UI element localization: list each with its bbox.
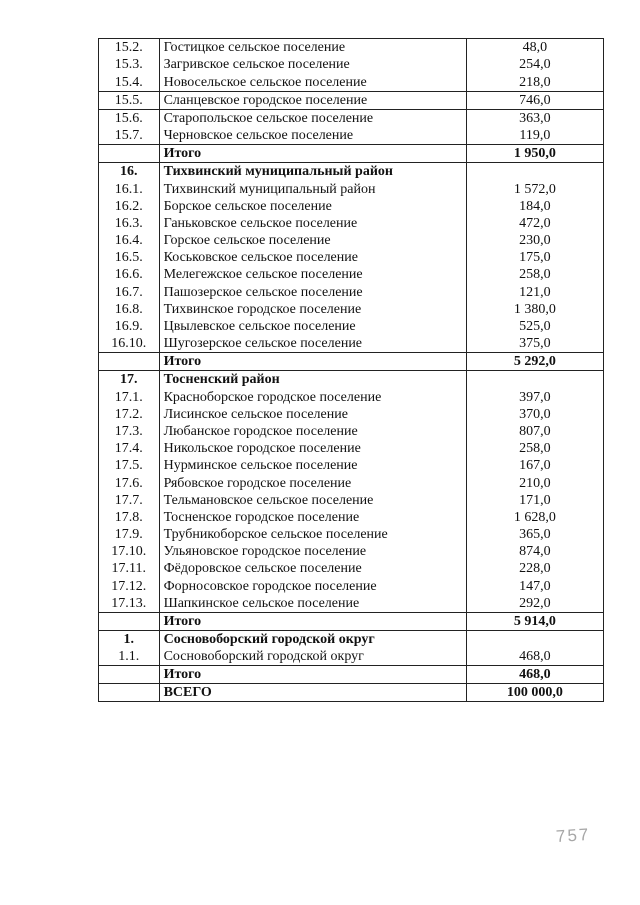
- municipality-name: Лисинское сельское поселение: [159, 406, 466, 423]
- table-row: [99, 474, 604, 491]
- municipality-name: Пашозерское сельское поселение: [159, 283, 466, 300]
- table-row: [99, 648, 604, 666]
- municipality-name: Черновское сельское поселение: [159, 127, 466, 145]
- section-number: 1.: [99, 630, 160, 648]
- row-number: 15.6.: [99, 109, 160, 127]
- table-row: [99, 560, 604, 577]
- municipality-name: Старопольское сельское поселение: [159, 109, 466, 127]
- table-row: [99, 56, 604, 73]
- municipality-name: Рябовское городское поселение: [159, 474, 466, 491]
- table-row: [99, 335, 604, 353]
- table-row: [99, 109, 604, 127]
- total-value: 5 914,0: [466, 612, 603, 630]
- table-row: [99, 595, 604, 613]
- amount-value: [466, 630, 603, 648]
- row-number: 17.5.: [99, 457, 160, 474]
- amount-value: 218,0: [466, 73, 603, 91]
- municipality-name: Новосельское сельское поселение: [159, 73, 466, 91]
- row-number: [99, 684, 160, 702]
- section-header-row: [99, 163, 604, 181]
- municipality-name: Любанское городское поселение: [159, 423, 466, 440]
- total-row: [99, 353, 604, 371]
- table-row: [99, 91, 604, 109]
- amount-value: 1 572,0: [466, 180, 603, 197]
- row-number: 16.10.: [99, 335, 160, 353]
- total-value: 1 950,0: [466, 145, 603, 163]
- municipality-name: Нурминское сельское поселение: [159, 457, 466, 474]
- amount-value: 363,0: [466, 109, 603, 127]
- amount-value: 171,0: [466, 492, 603, 509]
- total-label: Итого: [159, 145, 466, 163]
- row-number: 17.13.: [99, 595, 160, 613]
- municipality-name: Сланцевское городское поселение: [159, 91, 466, 109]
- amount-value: 807,0: [466, 423, 603, 440]
- amount-value: 210,0: [466, 474, 603, 491]
- section-header-row: [99, 630, 604, 648]
- allocation-table: [98, 38, 604, 702]
- table-row: [99, 457, 604, 474]
- row-number: 15.7.: [99, 127, 160, 145]
- municipality-name: Мелегежское сельское поселение: [159, 266, 466, 283]
- row-number: 17.11.: [99, 560, 160, 577]
- amount-value: 472,0: [466, 215, 603, 232]
- row-number: 17.2.: [99, 406, 160, 423]
- table-row: [99, 127, 604, 145]
- row-number: 16.1.: [99, 180, 160, 197]
- amount-value: 167,0: [466, 457, 603, 474]
- table-row: [99, 577, 604, 594]
- table-row: [99, 180, 604, 197]
- table-row: [99, 526, 604, 543]
- table-row: [99, 440, 604, 457]
- row-number: 17.8.: [99, 509, 160, 526]
- table-row: [99, 198, 604, 215]
- amount-value: 230,0: [466, 232, 603, 249]
- row-number: 15.5.: [99, 91, 160, 109]
- section-number: 16.: [99, 163, 160, 181]
- section-title: Тосненский район: [159, 371, 466, 389]
- grand-total-row: [99, 684, 604, 702]
- table-row: [99, 232, 604, 249]
- table-row: [99, 39, 604, 57]
- table-row: [99, 406, 604, 423]
- municipality-name: Тельмановское сельское поселение: [159, 492, 466, 509]
- table-row: [99, 266, 604, 283]
- page-number-stamp: 757: [555, 824, 591, 847]
- table-row: [99, 73, 604, 91]
- table-row: [99, 318, 604, 335]
- total-row: [99, 612, 604, 630]
- row-number: 16.5.: [99, 249, 160, 266]
- table-row: [99, 283, 604, 300]
- row-number: 17.9.: [99, 526, 160, 543]
- row-number: 17.12.: [99, 577, 160, 594]
- row-number: 16.4.: [99, 232, 160, 249]
- municipality-name: Тосненское городское поселение: [159, 509, 466, 526]
- table-row: [99, 249, 604, 266]
- section-title: Тихвинский муниципальный район: [159, 163, 466, 181]
- amount-value: [466, 163, 603, 181]
- row-number: 17.7.: [99, 492, 160, 509]
- row-number: 16.9.: [99, 318, 160, 335]
- total-value: 5 292,0: [466, 353, 603, 371]
- amount-value: 258,0: [466, 440, 603, 457]
- row-number: 17.3.: [99, 423, 160, 440]
- amount-value: 746,0: [466, 91, 603, 109]
- row-number: [99, 353, 160, 371]
- table-row: [99, 388, 604, 405]
- amount-value: 258,0: [466, 266, 603, 283]
- amount-value: 375,0: [466, 335, 603, 353]
- row-number: 16.7.: [99, 283, 160, 300]
- amount-value: 1 628,0: [466, 509, 603, 526]
- row-number: 17.6.: [99, 474, 160, 491]
- table-row: [99, 301, 604, 318]
- municipality-name: Гостицкое сельское поселение: [159, 39, 466, 57]
- row-number: 15.4.: [99, 73, 160, 91]
- municipality-name: Цвылевское сельское поселение: [159, 318, 466, 335]
- table-row: [99, 543, 604, 560]
- section-number: 17.: [99, 371, 160, 389]
- grand-total-value: 100 000,0: [466, 684, 603, 702]
- amount-value: 370,0: [466, 406, 603, 423]
- amount-value: 525,0: [466, 318, 603, 335]
- amount-value: 48,0: [466, 39, 603, 57]
- row-number: [99, 612, 160, 630]
- municipality-name: Никольское городское поселение: [159, 440, 466, 457]
- amount-value: [466, 371, 603, 389]
- row-number: 16.8.: [99, 301, 160, 318]
- municipality-name: Горское сельское поселение: [159, 232, 466, 249]
- total-row: [99, 145, 604, 163]
- row-number: 15.3.: [99, 56, 160, 73]
- amount-value: 365,0: [466, 526, 603, 543]
- amount-value: 1 380,0: [466, 301, 603, 318]
- municipality-name: Шугозерское сельское поселение: [159, 335, 466, 353]
- municipality-name: Сосновоборский городской округ: [159, 648, 466, 666]
- municipality-name: Загривское сельское поселение: [159, 56, 466, 73]
- table-row: [99, 423, 604, 440]
- section-title: Сосновоборский городской округ: [159, 630, 466, 648]
- table-row: [99, 509, 604, 526]
- amount-value: 175,0: [466, 249, 603, 266]
- municipality-name: Борское сельское поселение: [159, 198, 466, 215]
- municipality-name: Ганьковское сельское поселение: [159, 215, 466, 232]
- municipality-name: Ульяновское городское поселение: [159, 543, 466, 560]
- grand-total-label: ВСЕГО: [159, 684, 466, 702]
- total-label: Итого: [159, 353, 466, 371]
- amount-value: 119,0: [466, 127, 603, 145]
- total-value: 468,0: [466, 666, 603, 684]
- amount-value: 468,0: [466, 648, 603, 666]
- municipality-name: Шапкинское сельское поселение: [159, 595, 466, 613]
- section-header-row: [99, 371, 604, 389]
- table-row: [99, 215, 604, 232]
- row-number: 1.1.: [99, 648, 160, 666]
- row-number: 17.4.: [99, 440, 160, 457]
- amount-value: 397,0: [466, 388, 603, 405]
- amount-value: 121,0: [466, 283, 603, 300]
- amount-value: 147,0: [466, 577, 603, 594]
- amount-value: 874,0: [466, 543, 603, 560]
- municipality-name: Фёдоровское сельское поселение: [159, 560, 466, 577]
- row-number: 16.6.: [99, 266, 160, 283]
- municipality-name: Тихвинское городское поселение: [159, 301, 466, 318]
- municipality-name: Тихвинский муниципальный район: [159, 180, 466, 197]
- table-row: [99, 492, 604, 509]
- amount-value: 254,0: [466, 56, 603, 73]
- row-number: 15.2.: [99, 39, 160, 57]
- row-number: [99, 666, 160, 684]
- amount-value: 228,0: [466, 560, 603, 577]
- amount-value: 292,0: [466, 595, 603, 613]
- municipality-name: Коськовское сельское поселение: [159, 249, 466, 266]
- municipality-name: Форносовское городское поселение: [159, 577, 466, 594]
- total-row: [99, 666, 604, 684]
- municipality-name: Красноборское городское поселение: [159, 388, 466, 405]
- municipality-name: Трубникоборское сельское поселение: [159, 526, 466, 543]
- total-label: Итого: [159, 612, 466, 630]
- row-number: 16.3.: [99, 215, 160, 232]
- row-number: 16.2.: [99, 198, 160, 215]
- row-number: 17.10.: [99, 543, 160, 560]
- row-number: [99, 145, 160, 163]
- total-label: Итого: [159, 666, 466, 684]
- row-number: 17.1.: [99, 388, 160, 405]
- amount-value: 184,0: [466, 198, 603, 215]
